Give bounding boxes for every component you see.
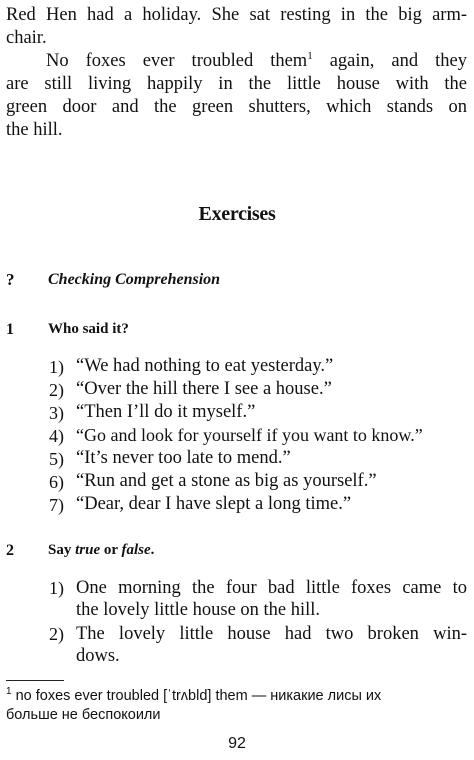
exercise-2-item-1-line-2: the lovely little house on the hill. bbox=[76, 600, 321, 620]
story-para2-line3: green door and the green shutters, which stands on bbox=[6, 97, 467, 117]
exercise-2-title-pre: Say bbox=[48, 542, 76, 558]
story-line-2: chair. bbox=[6, 28, 47, 48]
footnote-text-1: no foxes ever troubled [ˈtrʌbld] them — никакие лисы их bbox=[11, 688, 382, 704]
exercise-2-item-line bbox=[76, 577, 467, 600]
exercise-1-item-text: “Then I’ll do it myself.” bbox=[76, 402, 256, 422]
exercise-1-item-number: 1) bbox=[49, 357, 64, 377]
exercise-2-number: 2 bbox=[6, 542, 14, 559]
story-line bbox=[6, 4, 467, 27]
story-para2-post: again, and they bbox=[312, 51, 467, 71]
page-number: 92 bbox=[228, 735, 246, 752]
story-para2-line2: are still living happily in the little house with the bbox=[6, 74, 467, 94]
exercise-1-title: Who said it? bbox=[48, 321, 129, 337]
exercise-1-item-number: 5) bbox=[49, 449, 64, 469]
story-para2-pre: No foxes ever troubled them bbox=[46, 51, 308, 71]
exercises-heading: Exercises bbox=[198, 203, 276, 225]
exercise-2-item-line bbox=[76, 623, 467, 646]
story-para2-line4: the hill. bbox=[6, 120, 63, 140]
exercise-2-title bbox=[48, 542, 154, 559]
exercise-2-title-false: false bbox=[121, 542, 151, 558]
exercise-2-title-true: true bbox=[75, 542, 101, 558]
exercise-1-item-number: 2) bbox=[49, 380, 64, 400]
story-line-1: Red Hen had a holiday. She sat resting in the big arm- bbox=[6, 5, 467, 25]
exercise-1-item-number: 7) bbox=[49, 495, 64, 515]
exercise-1-item-number: 4) bbox=[49, 426, 64, 446]
exercise-2-title-mid: or bbox=[100, 542, 122, 558]
exercise-1-item-text: “Over the hill there I see a house.” bbox=[76, 379, 332, 399]
footnote-line-2: больше не беспокоили bbox=[6, 707, 161, 723]
footnote-marker: 1 bbox=[6, 686, 12, 698]
exercise-2-item-2-line-2: dows. bbox=[76, 646, 120, 666]
exercise-1-item-number: 6) bbox=[49, 472, 64, 492]
exercise-2-item-number: 2) bbox=[49, 624, 64, 644]
exercise-2-item-number: 1) bbox=[49, 578, 64, 598]
exercise-1-item-text: “We had nothing to eat yesterday.” bbox=[76, 356, 334, 376]
exercise-1-item-text: “Dear, dear I have slept a long time.” bbox=[76, 494, 352, 514]
section-mark: ? bbox=[6, 270, 15, 289]
footnote-rule bbox=[6, 680, 64, 681]
exercise-1-number: 1 bbox=[6, 321, 14, 338]
exercise-2-item-2-line-1: The lovely little house had two broken win- bbox=[76, 624, 467, 644]
footnote-ref: 1 bbox=[307, 49, 313, 62]
exercise-1-item-text: “Run and get a stone as big as yourself.” bbox=[76, 471, 377, 491]
exercise-1-item-text: “Go and look for yourself if you want to know.” bbox=[76, 425, 423, 445]
exercise-1-item-number: 3) bbox=[49, 403, 64, 423]
story-paragraph-line bbox=[6, 73, 467, 96]
story-paragraph-line bbox=[46, 50, 467, 73]
exercise-2-item-1-line-1: One morning the four bad little foxes came to bbox=[76, 578, 467, 598]
exercise-1-item-text: “It’s never too late to mend.” bbox=[76, 448, 291, 468]
footnote-line-1 bbox=[6, 688, 381, 704]
story-paragraph-line bbox=[6, 96, 467, 119]
section-title: Checking Comprehension bbox=[48, 271, 221, 288]
exercise-2-title-end: . bbox=[150, 542, 155, 558]
